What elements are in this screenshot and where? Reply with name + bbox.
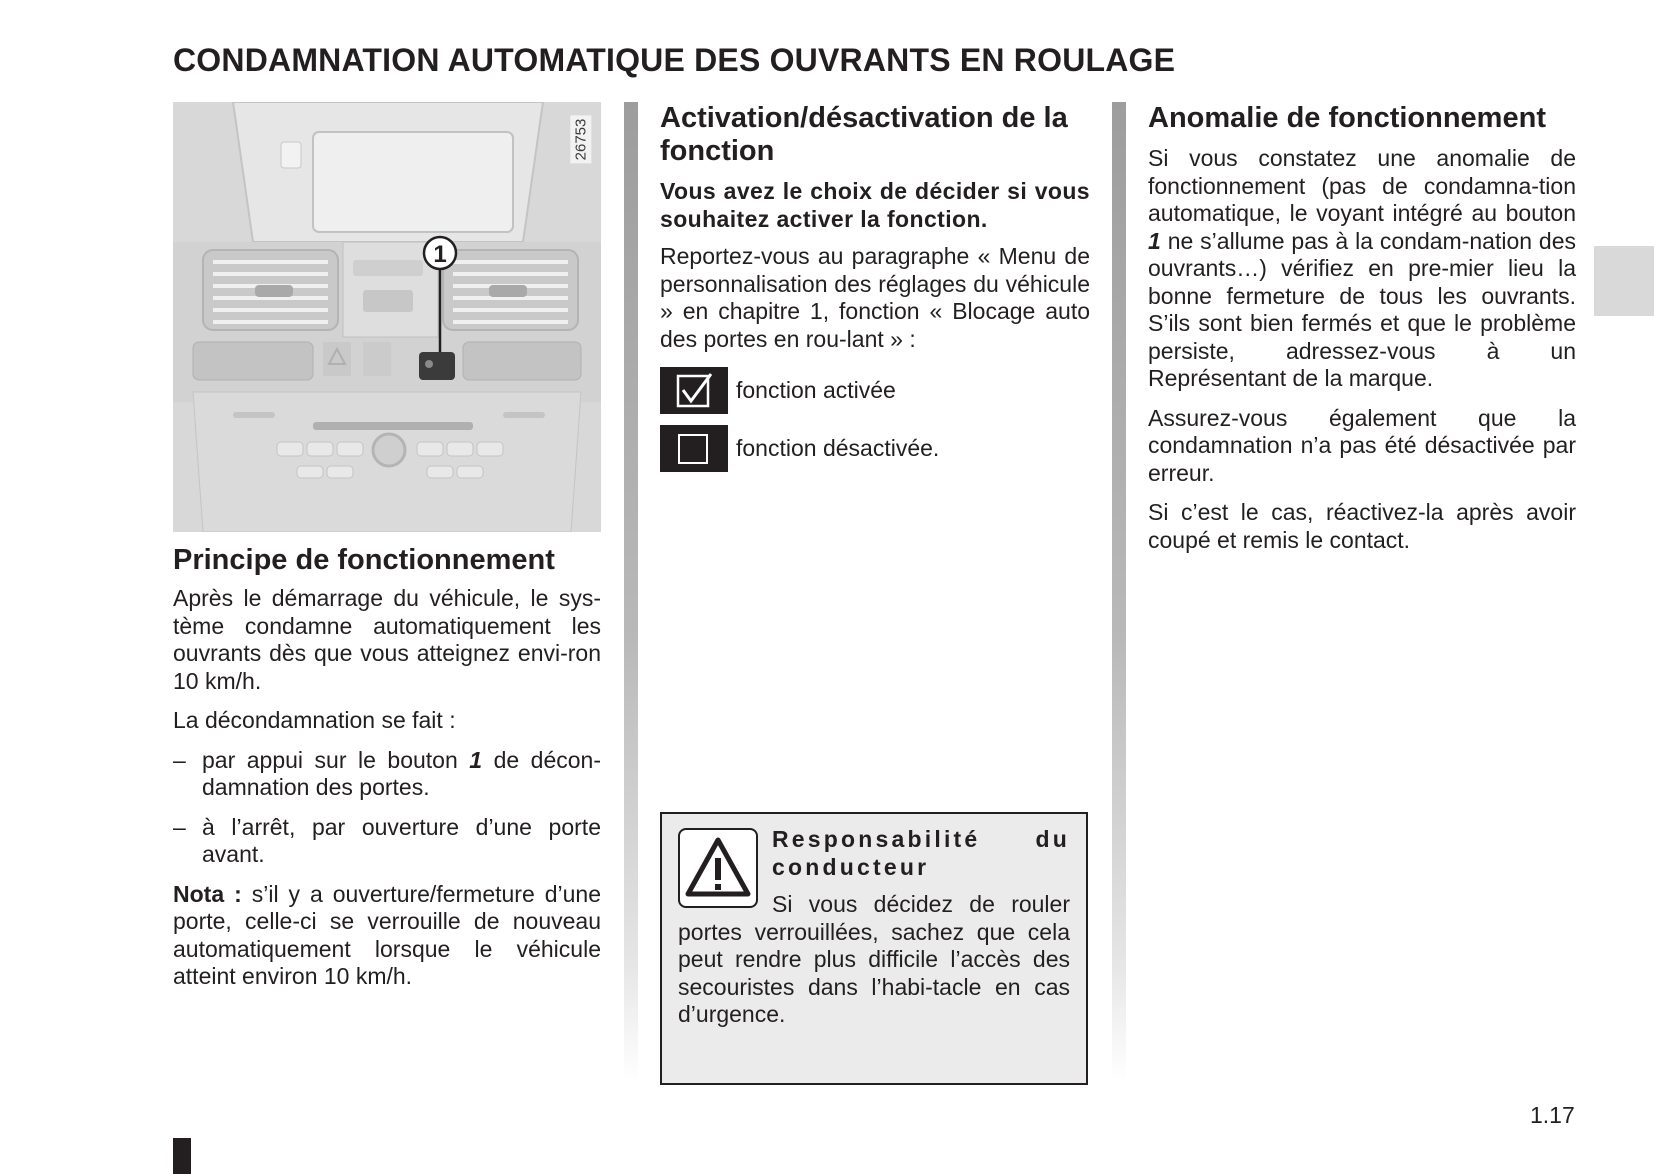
checkbox-activated-row [660, 367, 1090, 414]
dashboard-illustration [173, 102, 601, 532]
section-heading: Anomalie de fonctionnement [1148, 102, 1546, 134]
callout-number: 1 [433, 241, 447, 268]
paragraph: Après le démarrage du véhicule, le sys-tème condamne automatiquement les ouvrants dès que vous atteignez envi-ron 10 km/h. [173, 585, 601, 694]
button-reference: 1 [1148, 227, 1161, 254]
page-edge-mark [173, 1138, 191, 1174]
checkbox-activated-label: fonction activée [736, 377, 896, 403]
dash-bullet: – [173, 746, 186, 773]
note-paragraph: Nota : s’il y a ouverture/fermeture d’une porte, celle-ci se verrouille de nouveau automatiquement lorsque le véhicule atteint environ 10 km/h. [173, 880, 601, 989]
dashboard-drawing [173, 102, 601, 532]
checkbox-unchecked-icon [660, 425, 728, 472]
paragraph: La décondamnation se fait : [173, 707, 456, 733]
warning-title: Responsabilité du conducteur [772, 826, 1070, 880]
paragraph: Assurez-vous également que la condamnation n’a pas été désactivée par erreur. [1148, 404, 1576, 486]
paragraph: Reportez-vous au paragraphe « Menu de personnalisation des réglages du véhicule » en chapitre 1, fonction « Blocage auto des portes en rou-lant » : [660, 243, 1090, 352]
note-label: Nota : [173, 880, 242, 907]
warning-triangle-icon [678, 828, 758, 908]
section-heading: Activation/désactivation de la fonction [660, 102, 1068, 167]
checkbox-deactivated-label: fonction désactivée. [736, 435, 940, 461]
warning-body: Si vous décidez de rouler portes verrouillées, sachez que cela peut rendre plus difficile l’accès des secouristes dans l’habi-tacle en cas d’urgence. [678, 891, 1070, 1027]
figure-reference-number: 26753 [571, 115, 592, 163]
page-number: 1.17 [1530, 1102, 1575, 1128]
paragraph: Si c’est le cas, réactivez-la après avoir coupé et remis le contact. [1148, 499, 1576, 553]
column-divider [624, 102, 638, 1082]
dash-list [173, 747, 601, 869]
lead-paragraph: Vous avez le choix de décider si vous souhaitez activer la fonction. [660, 178, 1090, 232]
list-item: – à l’arrêt, par ouverture d’une porte avant. [173, 813, 601, 867]
column-divider [1112, 102, 1126, 1082]
warning-box [660, 812, 1088, 1085]
dash-bullet: – [173, 813, 186, 840]
figure-reference [567, 112, 595, 166]
section-heading: Principe de fonctionnement [173, 544, 555, 576]
chapter-tab [1594, 246, 1654, 316]
left-column [173, 102, 601, 1003]
right-column [1148, 102, 1576, 566]
page-title: CONDAMNATION AUTOMATIQUE DES OUVRANTS EN ROULAGE [173, 42, 1176, 78]
paragraph: Si vous constatez une anomalie de fonctionnement (pas de condamna-tion automatique, le voyant intégré au bouton 1 ne s’allume pas à la condam-nation des ouvrants…) vérifiez en pre-mier lieu la bonne fermeture de tous les ouvrants. S’ils sont bien fermés et que le problème persiste, adressez-vous à un Représentant de la marque. [1148, 145, 1576, 391]
button-reference: 1 [469, 746, 483, 773]
middle-column [660, 102, 1090, 472]
list-item: – par appui sur le bouton 1 de décon-damnation des portes. [173, 746, 601, 800]
checkbox-checked-icon [660, 367, 728, 414]
checkbox-deactivated-row [660, 425, 1090, 472]
